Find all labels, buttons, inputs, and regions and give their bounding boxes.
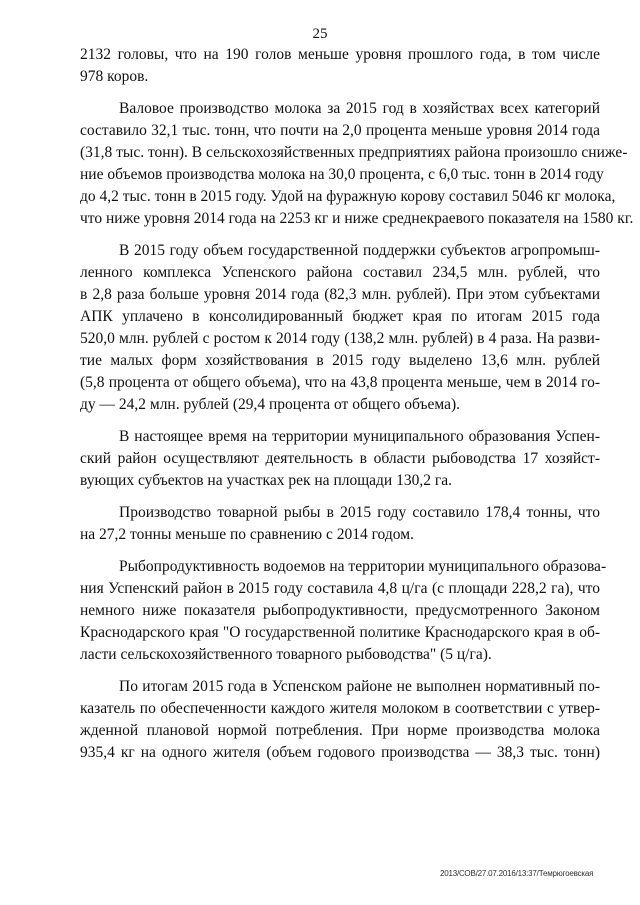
text-line: Краснодарского края "О государственной политике Краснодарского края в об- <box>80 624 600 641</box>
paragraph <box>80 240 600 416</box>
text-line: тие малых форм хозяйствования в 2015 году выделено 13,6 млн. рублей <box>80 352 600 369</box>
text-line: 978 коров. <box>80 68 149 85</box>
text-line: составило 32,1 тыс. тонн, что почти на 2,0 процента меньше уровня 2014 года <box>80 122 600 139</box>
page-number: 25 <box>312 26 328 42</box>
text-line: 520,0 млн. рублей с ростом к 2014 году (138,2 млн. рублей) в 4 раза. На разви- <box>80 330 600 347</box>
text-line: В 2015 году объем государственной поддержки субъектов агропромыш- <box>119 242 600 259</box>
text-line: Производство товарной рыбы в 2015 году составило 178,4 тонны, что <box>119 504 600 521</box>
text-line: ния Успенский район в 2015 году составила 4,8 ц/га (с площади 228,2 га), что <box>80 580 600 597</box>
paragraph <box>80 44 600 88</box>
text-line: что ниже уровня 2014 года на 2253 кг и ниже среднекраевого показателя на 1580 кг. <box>80 210 634 227</box>
text-line: (5,8 процента от общего объема), что на 43,8 процента меньше, чем в 2014 го- <box>80 374 600 391</box>
footer-stamp: 2013/СОВ/27.07.2016/13:37/Темрюгоевская <box>440 869 594 878</box>
text-line: АПК уплачено в консолидированный бюджет края по итогам 2015 года <box>80 308 600 325</box>
text-line: до 4,2 тыс. тонн в 2015 году. Удой на фуражную корову составил 5046 кг молока, <box>80 188 616 205</box>
paragraph <box>80 502 600 546</box>
paragraph <box>80 676 600 764</box>
text-line: жденной плановой нормой потребления. При норме производства молока <box>80 722 600 739</box>
text-line: на 27,2 тонны меньше по сравнению с 2014 годом. <box>80 526 414 543</box>
text-line: в 2,8 раза больше уровня 2014 года (82,3 млн. рублей). При этом субъектами <box>80 286 600 303</box>
text-line: ние объемов производства молока на 30,0 процента, с 6,0 тыс. тонн в 2014 году <box>80 166 604 183</box>
paragraph <box>80 556 607 666</box>
text-line: ленного комплекса Успенского района составил 234,5 млн. рублей, что <box>80 264 600 281</box>
text-line: В настоящее время на территории муниципального образования Успен- <box>119 428 600 445</box>
text-line: ский район осуществляют деятельность в области рыбоводства 17 хозяйст- <box>80 450 600 467</box>
text-line: (31,8 тыс. тонн). В сельскохозяйственных предприятиях района произошло сниже- <box>80 144 628 161</box>
text-line: 2132 головы, что на 190 голов меньше уровня прошлого года, в том числе <box>80 46 600 63</box>
paragraph <box>80 98 634 230</box>
text-line: ду — 24,2 млн. рублей (29,4 процента от общего объема). <box>80 396 460 413</box>
text-line: Валовое производство молока за 2015 год в хозяйствах всех категорий <box>119 100 600 117</box>
text-line: немного ниже показателя рыбопродуктивности, предусмотренного Законом <box>80 602 600 619</box>
text-line: казатель по обеспеченности каждого жителя молоком в соответствии с утвер- <box>80 700 600 717</box>
paragraph <box>80 426 600 492</box>
text-line: По итогам 2015 года в Успенском районе не выполнен нормативный по- <box>119 678 600 695</box>
text-line: Рыбопродуктивность водоемов на территории муниципального образова- <box>119 558 607 575</box>
text-line: 935,4 кг на одного жителя (объем годового производства — 38,3 тыс. тонн) <box>80 744 600 761</box>
text-line: вующих субъектов на участках рек на площади 130,2 га. <box>80 472 452 489</box>
text-line: ласти сельскохозяйственного товарного рыбоводства" (5 ц/га). <box>80 646 492 663</box>
document-body <box>80 44 634 764</box>
